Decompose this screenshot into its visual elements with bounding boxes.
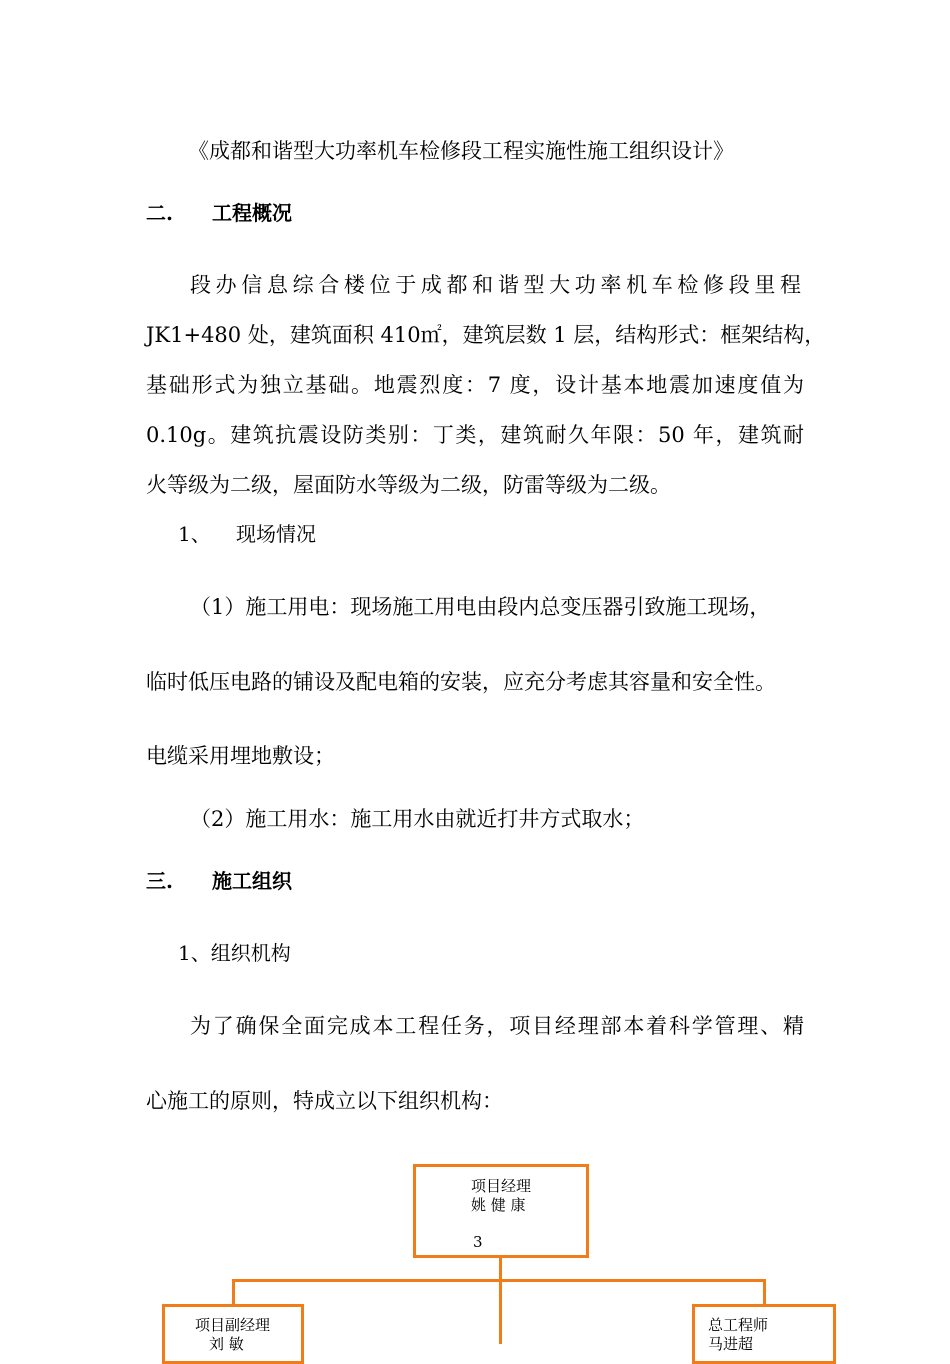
- power-line-2: 临时低压电路的铺设及配电箱的安装，应充分考虑其容量和安全性。: [146, 670, 776, 694]
- chief-engineer-name: 马进超: [708, 1335, 754, 1353]
- connector-horizontal: [232, 1279, 766, 1282]
- connector-right-drop: [763, 1279, 766, 1306]
- overview-line-3: 基础形式为独立基础。地震烈度：7 度，设计基本地震加速度值为: [146, 373, 804, 397]
- connector-vertical-main: [499, 1257, 502, 1344]
- project-manager-extra: 3: [473, 1233, 483, 1251]
- document-title: 《成都和谐型大功率机车检修段工程实施性施工组织设计》: [188, 139, 734, 163]
- deputy-manager-role: 项目副经理: [195, 1316, 271, 1334]
- org-line-1: 为了确保全面完成本工程任务，项目经理部本着科学管理、精: [190, 1014, 804, 1038]
- overview-line-2: JK1+480 处，建筑面积 410㎡，建筑层数 1 层，结构形式：框架结构，: [146, 323, 826, 347]
- org-box-project-manager: [413, 1164, 589, 1258]
- power-line-3: 电缆采用埋地敷设；: [146, 744, 335, 768]
- org-box-chief-engineer: [692, 1304, 836, 1364]
- overview-line-1: 段办信息综合楼位于成都和谐型大功率机车检修段里程: [190, 273, 804, 297]
- section-2-number: 二.: [146, 201, 173, 225]
- section-2-heading: 工程概况: [212, 201, 292, 225]
- power-line-1: （1）施工用电：现场施工用电由段内总变压器引致施工现场，: [190, 595, 771, 619]
- project-manager-name: 姚 健 康: [471, 1196, 526, 1214]
- org-box-deputy-manager: [162, 1304, 304, 1364]
- site-number: 1、: [178, 522, 211, 546]
- org-heading: 1、组织机构: [178, 941, 291, 965]
- deputy-manager-name: 刘 敏: [209, 1335, 244, 1353]
- water-paragraph: （2）施工用水：施工用水由就近打井方式取水；: [190, 807, 645, 831]
- project-manager-role: 项目经理: [471, 1177, 532, 1195]
- chief-engineer-role: 总工程师: [708, 1316, 769, 1334]
- section-3-heading: 施工组织: [212, 869, 292, 893]
- connector-left-drop: [232, 1279, 235, 1306]
- org-line-2: 心施工的原则，特成立以下组织机构：: [146, 1089, 503, 1113]
- overview-line-4: 0.10g。建筑抗震设防类别：丁类，建筑耐久年限：50 年，建筑耐: [146, 423, 804, 447]
- site-heading: 现场情况: [236, 522, 316, 546]
- overview-line-5: 火等级为二级，屋面防水等级为二级，防雷等级为二级。: [146, 473, 671, 497]
- section-3-number: 三.: [146, 869, 173, 893]
